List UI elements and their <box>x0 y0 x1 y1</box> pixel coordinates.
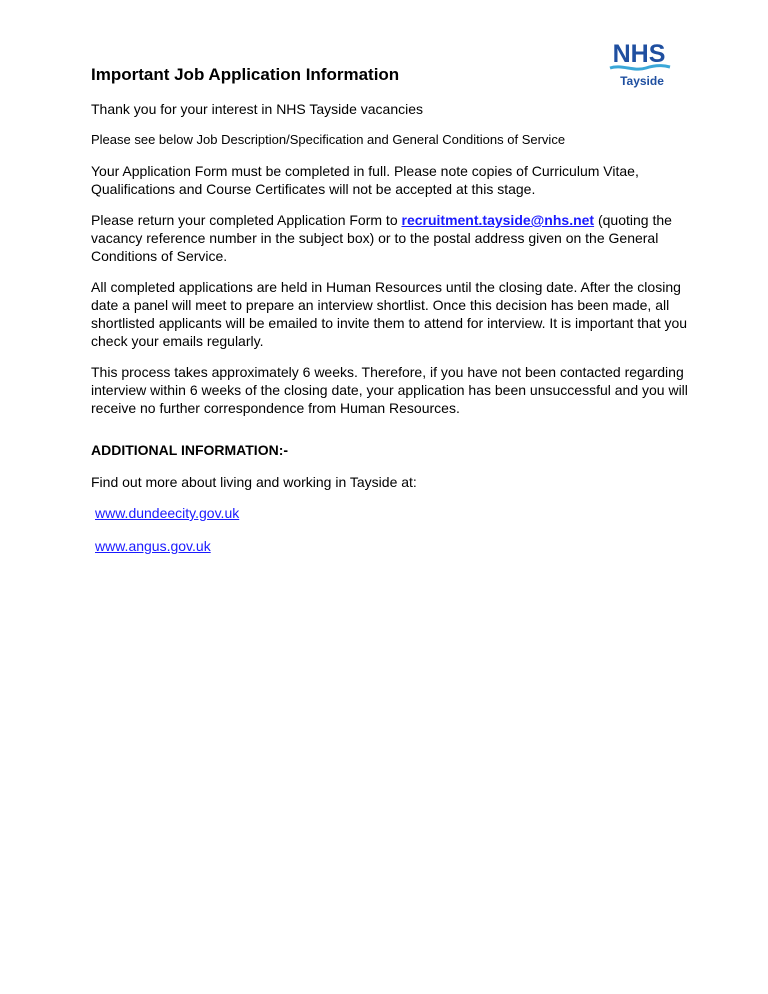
find-out-text: Find out more about living and working in Tayside at: <box>91 474 417 490</box>
return-suffix: (quoting the vacancy reference number in the subject box) or to the postal address given on the General Conditions of Service. <box>91 212 672 264</box>
link-row-dundee <box>91 504 691 523</box>
angus-link[interactable]: www.angus.gov.uk <box>95 538 211 554</box>
application-form-text: Your Application Form must be completed in full. Please note copies of Curriculum Vitae, Qualifications and Course Certificates will not be accepted at this stage. <box>91 163 639 197</box>
dundeecity-link[interactable]: www.dundeecity.gov.uk <box>95 505 240 521</box>
logo-region: Tayside <box>620 74 664 88</box>
process-text: This process takes approximately 6 weeks. Therefore, if you have not been contacted regarding interview within 6 weeks of the closing date, your application has been unsuccessful and you will receive no further correspondence from Human Resources. <box>91 364 688 416</box>
return-prefix: Please return your completed Application Form to <box>91 212 402 228</box>
document-body <box>91 64 691 570</box>
page-title: Important Job Application Information <box>91 65 400 84</box>
recruitment-email-link[interactable]: recruitment.tayside@nhs.net <box>401 212 595 228</box>
closing-date-text: All completed applications are held in Human Resources until the closing date. After the closing date a panel will meet to prepare an interview shortlist. Once this decision has been made, all shortlisted applicants will be emailed to invite them to attend for interview. It is important that you check your emails regularly. <box>91 279 688 349</box>
logo-wordmark: NHS <box>612 40 666 68</box>
link-row-angus <box>91 537 691 556</box>
additional-info-heading: ADDITIONAL INFORMATION:- <box>91 442 289 458</box>
intro-text: Thank you for your interest in NHS Tayside vacancies <box>91 101 424 117</box>
return-instructions <box>91 211 691 265</box>
see-below-text: Please see below Job Description/Specification and General Conditions of Service <box>91 132 566 147</box>
